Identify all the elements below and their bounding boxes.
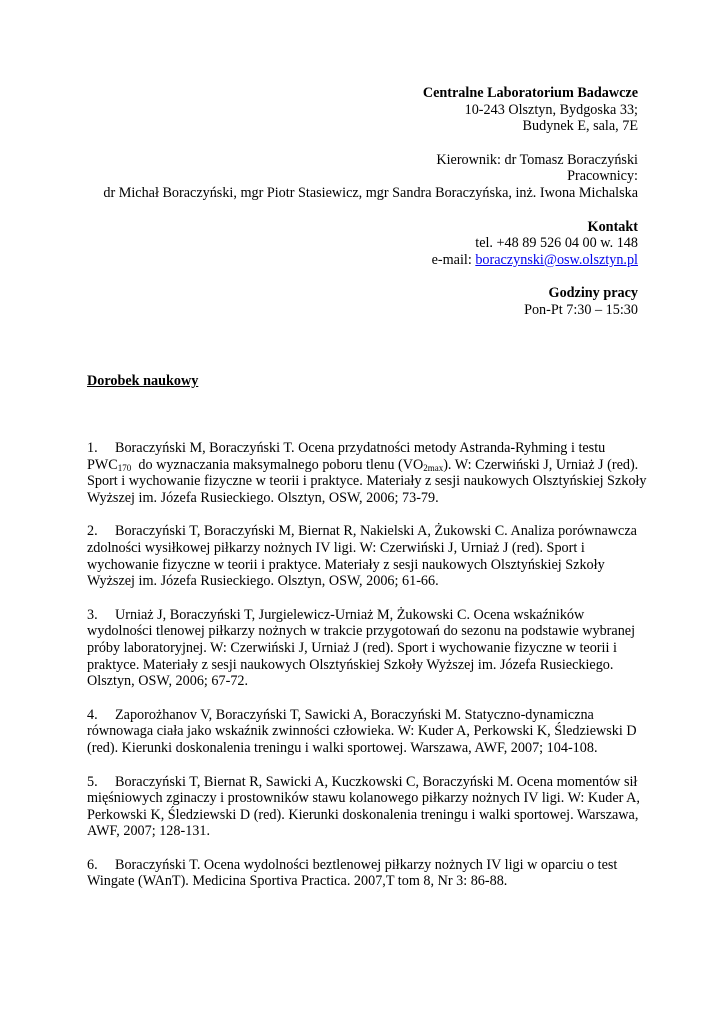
reference-list [87,440,647,907]
contact-phone: tel. +48 89 526 04 00 w. 148 [475,235,638,252]
subscript: 170 [117,462,132,473]
reference-number: 2. [87,523,98,540]
reference-text: Boraczyński M, Boraczyński T. Ocena przydatności metody Astranda-Ryhming i testu PWC [87,440,606,473]
reference-text: Zaporożhanov V, Boraczyński T, Sawicki A, Boraczyński M. Statyczno-dynamiczna równowaga ciała jako wskaźnik zwinności człowieka. W: Kuder A, Perkowski K, Śledziewski D (red). Kierunki doskonalenia treningu i walki sportowej. Warszawa, AWF, 2007; 104-108. [87,706,637,756]
reference-item [87,607,647,690]
hours-value: Pon-Pt 7:30 – 15:30 [524,301,638,318]
hours-title: Godziny pracy [548,285,638,302]
reference-item [87,440,647,506]
reference-item [87,857,647,890]
reference-text: Urniaż J, Boraczyński T, Jurgielewicz-Urniaż M, Żukowski C. Ocena wskaźników wydolności tlenowej piłkarzy nożnych w trakcie przygotowań do sezonu na podstawie wybranej próby laboratoryjnej. W: Czerwiński J, Urniaż J (red). Sport i wychowanie fizyczne w teorii i praktyce. Materiały z sesji naukowych Olsztyńskiej Szkoły Wyższej im. Józefa Rusieckiego. Olsztyn, OSW, 2006; 67-72. [87,606,636,690]
reference-number: 4. [87,706,98,723]
reference-number: 6. [87,856,98,873]
lab-address-line2: Budynek E, sala, 7E [522,118,638,135]
reference-number: 5. [87,773,98,790]
reference-item [87,707,647,757]
reference-number: 3. [87,606,98,623]
lab-header [38,85,638,319]
email-label: e-mail: [431,251,476,268]
staff-list: dr Michał Boraczyński, mgr Piotr Stasiewicz, mgr Sandra Boraczyńska, inż. Iwona Michalska [103,184,638,201]
contact-title: Kontakt [587,218,638,235]
lab-head: Kierownik: dr Tomasz Boraczyński [436,151,638,168]
lab-name: Centralne Laboratorium Badawcze [422,85,638,101]
section-title: Dorobek naukowy [87,373,199,389]
reference-text: Boraczyński T, Biernat R, Sawicki A, Kuczkowski C, Boraczyński M. Ocena momentów sił mięśniowych zginaczy i prostowników stawu kolanowego piłkarzy nożnych IV ligi. W: Kuder A, Perkowski K, Śledziewski D (red). Kierunki doskonalenia treningu i walki sportowej. Warszawa, AWF, 2007; 128-131. [87,773,640,840]
contact-email-line [38,252,638,269]
reference-text: Boraczyński T, Boraczyński M, Biernat R, Nakielski A, Żukowski C. Analiza porównawcza zdolności wysiłkowej piłkarzy nożnych IV ligi. W: Czerwiński J, Urniaż J (red). Sport i wychowanie fizyczne w teorii i praktyce. Materiały z sesji naukowych Olsztyńskiej Szkoły Wyższej im. Józefa Rusieckiego. Olsztyn, OSW, 2006; 61-66. [87,523,637,590]
lab-address-line1: 10-243 Olsztyn, Bydgoska 33; [464,101,638,118]
reference-text: ). W: Czerwiński J, Urniaż J (red). Sport i wychowanie fizyczne w teorii i praktyce. Materiały z sesji naukowych Olsztyńskiej Szkoły Wyższej im. Józefa Rusieckiego. Olsztyn, OSW, 2006; 73-79. [87,456,647,506]
email-link[interactable]: boraczynski@osw.olsztyn.pl [475,251,638,268]
reference-number: 1. [87,440,98,456]
reference-text: Boraczyński T. Ocena wydolności beztlenowej piłkarzy nożnych IV ligi w oparciu o test Wingate (WAnT). Medicina Sportiva Practica. 2007,T tom 8, Nr 3: 86-88. [87,856,618,890]
subscript: 2max [423,462,444,473]
reference-item [87,523,647,589]
staff-label: Pracownicy: [567,168,638,185]
reference-text: do wyznaczania maksymalnego poboru tlenu (VO [131,456,424,473]
reference-item [87,774,647,840]
